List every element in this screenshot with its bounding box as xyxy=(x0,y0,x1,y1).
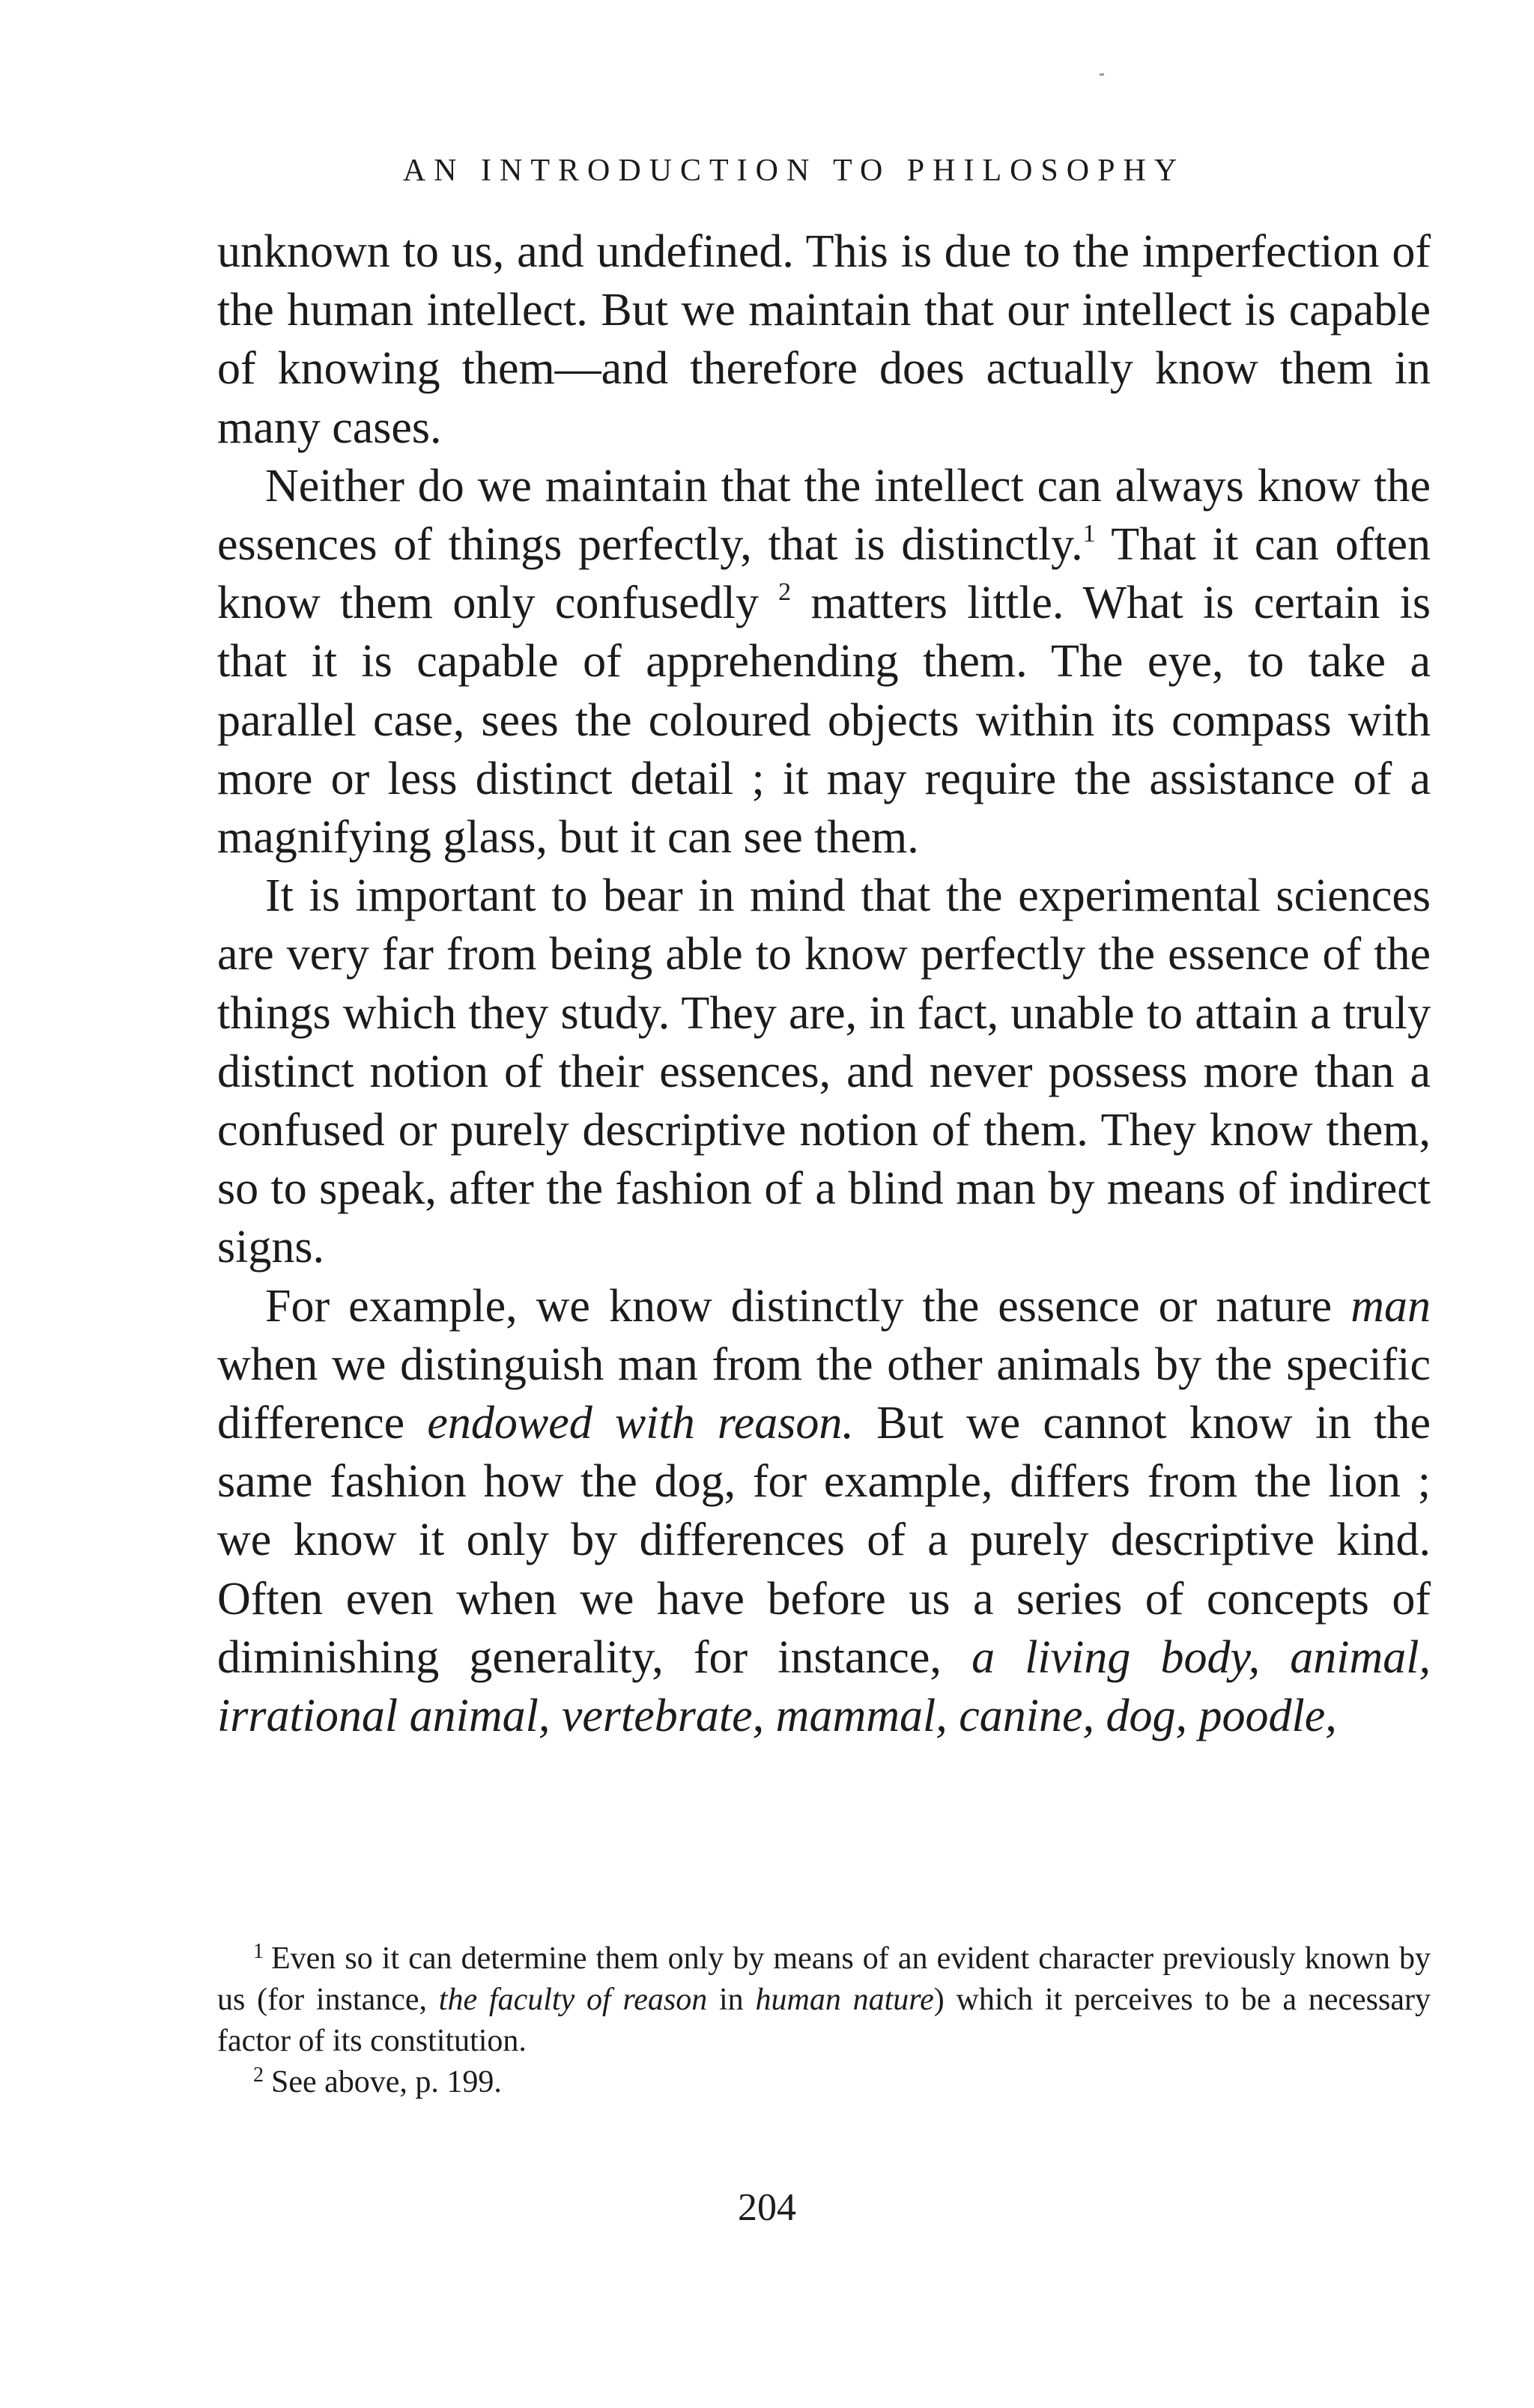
footnote-2-marker: 2 xyxy=(253,2063,264,2087)
footnote-1-text-b: in xyxy=(707,1983,756,2017)
italic-term-endowed-with-reason: endowed with reason. xyxy=(427,1398,854,1449)
running-header: AN INTRODUCTION TO PHILOSOPHY xyxy=(402,154,1186,188)
paragraph-2 xyxy=(217,457,1431,867)
paragraph-4-text-a: For example, we know distinctly the essence or nature xyxy=(265,1280,1351,1332)
footnote-2-text: See above, p. 199. xyxy=(271,2065,502,2099)
footnote-1-italic-human-nature: human nature xyxy=(755,1983,934,2017)
paragraph-4-text-b: when we distinguish man from the other animals by the specific difference xyxy=(217,1338,1431,1449)
paragraph-2-text-b: That it can often know them only confusedly xyxy=(217,519,1431,629)
footnote-reference-2: 2 xyxy=(778,578,792,607)
body-text xyxy=(217,222,1431,1745)
paragraph-2-text-a: Neither do we maintain that the intellect can always know the essences of things perfectly, that is distinctly. xyxy=(217,460,1431,571)
footnote-reference-1: 1 xyxy=(1082,520,1096,548)
paragraph-4-text-c: But we cannot know in the same fashion how the dog, for example, differs from the lion ; we know it only by differences of a purely descriptive kind. Often even when we have before us a series of concepts of diminishing generality, for instance, xyxy=(217,1398,1431,1683)
italic-concept-series: a living body, animal, irrational animal, vertebrate, mammal, canine, dog, poodle, xyxy=(217,1631,1431,1742)
footnote-1-marker: 1 xyxy=(253,1940,264,1963)
footnote-1 xyxy=(217,1938,1431,2062)
page-number: 204 xyxy=(738,2186,796,2229)
footnote-2 xyxy=(217,2062,1431,2103)
paragraph-2-text-c: matters little. What is certain is that it is capable of apprehending them. The eye, to take a parallel case, sees the coloured objects within its compass with more or less distinct detail ; it may require the assistance of a magnifying glass, but it can see them. xyxy=(217,577,1431,864)
footnote-1-italic-faculty: the faculty of reason xyxy=(438,1983,708,2017)
paragraph-3: It is important to bear in mind that the experimental sciences are very far from being able to know perfectly the essence of the things which they study. They are, in fact, unable to attain a truly distinct notion of their essences, and never possess more than a confused or purely descriptive notion of them. They know them, so to speak, after the fashion of a blind man by means of indirect signs. xyxy=(217,870,1431,1273)
paragraph-4 xyxy=(217,1277,1431,1746)
paragraph-1: unknown to us, and undefined. This is due to the imperfection of the human intellect. But we maintain that our intellect is capable of knowing them—and therefore does actually know them in many cases. xyxy=(217,226,1431,453)
footnote-1-text-c: ) which it perceives to be a necessary factor of its constitution. xyxy=(217,1983,1431,2058)
scan-speck xyxy=(1100,73,1104,76)
italic-term-man: man xyxy=(1350,1280,1431,1332)
footnote-1-text-a: Even so it can determine them only by means of an evident character previously known by us (for instance, xyxy=(217,1941,1431,2017)
footnotes xyxy=(217,1938,1431,2103)
